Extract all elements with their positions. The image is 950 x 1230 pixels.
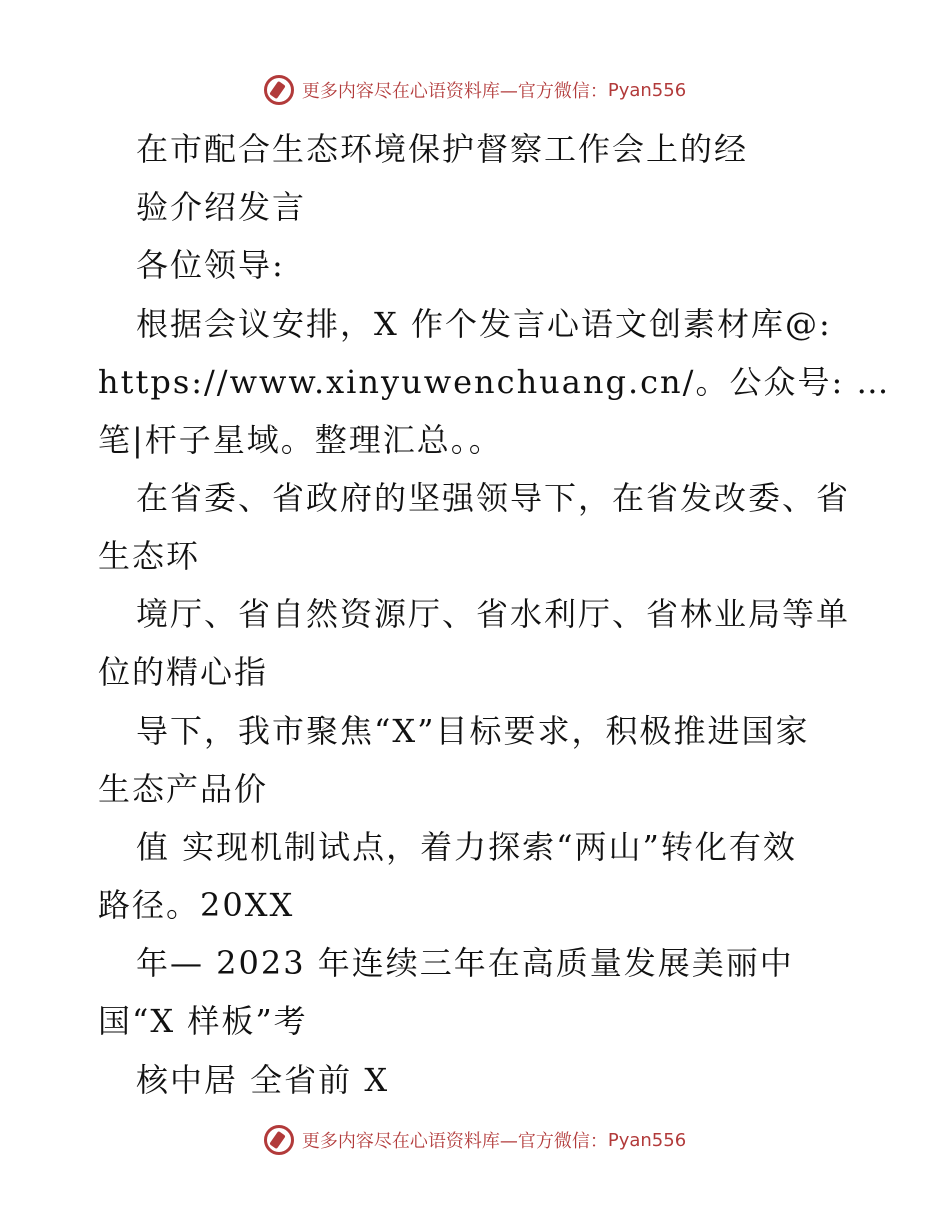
doc-salutation: 各位领导:	[136, 246, 285, 284]
footer-slogan: 更多内容尽在心语资料库—官方微信：	[301, 1131, 608, 1152]
doc-paragraph-line: 核中居 全省前 X	[136, 1061, 390, 1099]
doc-paragraph-line: 在省委、省政府的坚强领导下，在省发改委、省	[136, 479, 851, 517]
doc-title-line-1: 在市配合生态环境保护督察工作会上的经	[136, 130, 749, 168]
doc-paragraph-line: 生态产品价	[98, 770, 269, 808]
footer-watermark-banner	[0, 1120, 950, 1160]
doc-paragraph-line: 根据会议安排，X 作个发言心语文创素材库@:	[136, 305, 832, 343]
doc-paragraph-line: 导下，我市聚焦“X”目标要求，积极推进国家	[136, 712, 810, 750]
header-slogan: 更多内容尽在心语资料库—官方微信：	[301, 81, 608, 102]
doc-paragraph-line: https://www.xinyuwenchuang.cn/。公众号: …	[98, 363, 891, 401]
brand-logo-icon	[264, 75, 294, 105]
doc-paragraph-line: 笔|杆子星域。整理汇总。。	[98, 421, 503, 459]
doc-paragraph-line: 位的精心指	[98, 653, 269, 691]
doc-paragraph-line: 年— 2023 年连续三年在高质量发展美丽中	[136, 944, 794, 982]
doc-title-line-2: 验介绍发言	[136, 188, 307, 226]
doc-paragraph-line: 境厅、省自然资源厅、省水利厅、省林业局等单	[136, 595, 851, 633]
doc-paragraph-line: 值 实现机制试点，着力探索“两山”转化有效	[136, 828, 797, 866]
doc-paragraph-line: 路径。20XX	[98, 886, 295, 924]
header-watermark-banner	[0, 70, 950, 110]
footer-wechat-id: Pyan556	[607, 1129, 687, 1151]
doc-paragraph-line: 国“X 样板”考	[98, 1002, 308, 1040]
doc-paragraph-line: 生态环	[98, 537, 201, 575]
brand-logo-icon	[264, 1125, 294, 1155]
header-wechat-id: Pyan556	[607, 79, 687, 101]
